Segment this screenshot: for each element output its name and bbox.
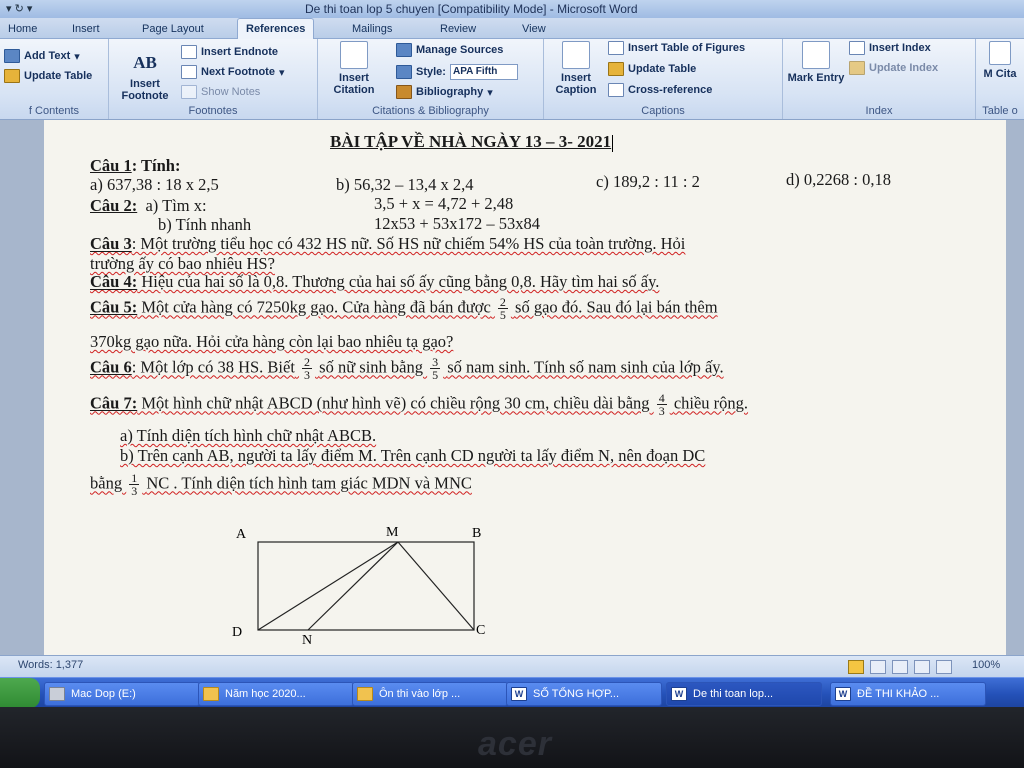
question-7c: bằng $\frac{1}{3}$ NC . Tính diện tích hình tam giác MDN và MNC — [90, 471, 472, 498]
taskbar-item-word-3[interactable]: W ĐỀ THI KHẢO ... — [830, 682, 986, 706]
question-7a: a) Tính diện tích hình chữ nhật ABCB. — [120, 426, 377, 445]
taskbar-item-word-2[interactable]: W De thi toan lop... — [666, 682, 822, 706]
update-icon — [608, 62, 624, 76]
question-5-line-1: Câu 5: Một cửa hàng có 7250kg gạo. Cửa hàng đã bán được $\frac{2}{5}$ số gạo đó. Sau đó lại bán thêm — [90, 295, 718, 322]
taskbar-item-word-1[interactable]: W SỐ TỔNG HỢP... — [506, 682, 662, 706]
label-d: D — [232, 625, 243, 640]
drive-icon — [49, 687, 65, 701]
question-4: Câu 4: Hiệu của hai số là 0,8. Thương của hai số ấy cũng bằng 0,8. Hãy tìm hai số ấy. — [90, 272, 660, 291]
insert-citation-button[interactable]: Insert Citation — [322, 41, 386, 96]
fraction-three-fifths: $\frac{3}{5}$ — [432, 355, 439, 382]
insert-footnote-button[interactable]: AB Insert Footnote — [115, 53, 175, 102]
document-area[interactable] — [0, 120, 1024, 655]
tab-review[interactable]: Review — [440, 23, 477, 35]
draft-view-icon[interactable] — [936, 660, 952, 674]
insert-index-icon — [849, 41, 865, 55]
question-2a: Câu 2: a) Tìm x: — [90, 196, 207, 215]
outline-view-icon[interactable] — [914, 660, 930, 674]
taskbar-item-drive[interactable]: Mac Dop (E:) — [44, 682, 200, 706]
question-1-title: Câu 1: Tính: — [90, 156, 181, 175]
insert-table-of-figures-button[interactable]: Insert Table of Figures — [608, 41, 745, 55]
text-cursor — [612, 135, 613, 152]
question-1a: a) 637,38 : 18 x 2,5 — [90, 175, 219, 194]
label-n: N — [302, 633, 313, 648]
footnote-ab-icon: AB — [133, 53, 157, 72]
segment-mc — [398, 542, 474, 630]
add-text-icon — [4, 49, 20, 63]
insert-index-button[interactable]: Insert Index — [849, 41, 931, 55]
update-table-button[interactable]: Update Table — [4, 69, 92, 83]
label-b: B — [472, 526, 482, 541]
next-footnote-icon — [181, 65, 197, 79]
question-1c: c) 189,2 : 11 : 2 — [596, 172, 700, 191]
web-layout-view-icon[interactable] — [892, 660, 908, 674]
question-5-line-2: 370kg gạo nữa. Hỏi cửa hàng còn lại bao nhiêu tạ gạo? — [90, 332, 454, 351]
table-of-figures-icon — [608, 41, 624, 55]
citation-icon — [340, 41, 368, 69]
segment-md — [258, 542, 398, 630]
caption-icon — [562, 41, 590, 69]
insert-endnote-button[interactable]: Insert Endnote — [181, 45, 278, 59]
question-1d: d) 0,2268 : 0,18 — [786, 170, 891, 189]
word-icon: W — [835, 687, 851, 701]
status-bar — [0, 655, 1024, 678]
group-footnotes — [109, 39, 318, 119]
cross-reference-icon — [608, 83, 624, 97]
full-screen-view-icon[interactable] — [870, 660, 886, 674]
next-footnote-button[interactable]: Next Footnote ▾ — [181, 65, 284, 79]
group-citations — [318, 39, 544, 119]
title-bar — [0, 0, 1024, 18]
question-7b: b) Trên cạnh AB, người ta lấy điểm M. Trên cạnh CD người ta lấy điểm N, nên đoạn DC — [120, 446, 706, 465]
style-selector[interactable]: Style: APA Fifth — [396, 64, 518, 80]
fraction-two-thirds: $\frac{2}{3}$ — [304, 355, 311, 382]
label-c: C — [476, 623, 486, 638]
label-a: A — [236, 527, 247, 542]
show-notes-icon — [181, 85, 197, 99]
print-layout-view-icon[interactable] — [848, 660, 864, 674]
show-notes-button[interactable]: Show Notes — [181, 85, 260, 99]
tab-mailings[interactable]: Mailings — [352, 23, 393, 35]
group-index — [783, 39, 976, 119]
group-label-captions: Captions — [641, 105, 685, 117]
question-1b: b) 56,32 – 13,4 x 2,4 — [336, 175, 474, 194]
quick-access-toolbar[interactable]: ▾ ↻ ▾ — [6, 3, 33, 15]
document-page[interactable] — [44, 120, 1006, 655]
document-heading: BÀI TẬP VỀ NHÀ NGÀY 13 – 3- 2021 — [330, 132, 612, 151]
word-icon: W — [671, 687, 687, 701]
group-table-of-authorities — [976, 39, 1024, 119]
manage-sources-icon — [396, 43, 412, 57]
add-text-button[interactable]: Add Text ▾ — [4, 49, 80, 63]
folder-icon — [357, 687, 373, 701]
ribbon-tabs — [0, 18, 1024, 39]
group-label-toa: Table o — [982, 105, 1018, 117]
group-label-footnotes: Footnotes — [188, 105, 238, 117]
question-3-line-1: Câu 3: Một trường tiểu học có 432 HS nữ. Số HS nữ chiếm 54% HS của toàn trường. Hỏi — [90, 234, 686, 253]
tab-references[interactable]: References — [237, 18, 314, 40]
question-2b-expression: 12x53 + 53x172 – 53x84 — [374, 214, 541, 233]
tab-insert[interactable]: Insert — [72, 23, 100, 35]
mark-entry-icon — [802, 41, 830, 69]
start-button[interactable] — [0, 678, 40, 708]
mark-citation-button[interactable]: M Cita — [978, 41, 1022, 80]
ribbon — [0, 39, 1024, 120]
question-3-line-2: trường ấy có bao nhiêu HS? — [90, 254, 275, 273]
style-dropdown[interactable]: APA Fifth — [450, 64, 518, 80]
tab-page-layout[interactable]: Page Layout — [142, 23, 204, 35]
question-6: Câu 6: Một lớp có 38 HS. Biết $\frac{2}{3}$ số nữ sinh bằng $\frac{3}{5}$ số nam sinh. Tính số nam sinh của lớp ấy. — [90, 355, 724, 382]
fraction-two-fifths: $\frac{2}{5}$ — [499, 295, 506, 322]
insert-caption-button[interactable]: Insert Caption — [548, 41, 604, 96]
mark-entry-button[interactable]: Mark Entry — [787, 41, 845, 84]
taskbar — [0, 677, 1024, 708]
question-2b: b) Tính nhanh — [158, 215, 252, 234]
monitor-brand-logo: acer — [478, 725, 552, 763]
window-title: De thi toan lop 5 chuyen [Compatibility Mode] - Microsoft Word — [305, 2, 638, 16]
group-label-toc: f Contents — [28, 105, 80, 117]
update-index-button[interactable]: Update Index — [849, 61, 938, 75]
taskbar-item-folder-2[interactable]: Ôn thi vào lớp ... — [352, 682, 508, 706]
update-table-figures-button[interactable]: Update Table — [608, 62, 696, 76]
group-table-of-contents — [0, 39, 109, 119]
word-icon: W — [511, 687, 527, 701]
endnote-icon — [181, 45, 197, 59]
group-label-citations: Citations & Bibliography — [372, 105, 489, 117]
tab-view[interactable]: View — [522, 23, 546, 35]
cross-reference-button[interactable]: Cross-reference — [608, 83, 712, 97]
zoom-level[interactable]: 100% — [972, 659, 1001, 671]
folder-icon — [203, 687, 219, 701]
bibliography-button[interactable]: Bibliography ▾ — [396, 85, 493, 99]
bibliography-icon — [396, 85, 412, 99]
mark-citation-icon — [989, 41, 1011, 65]
segment-mn — [308, 542, 398, 630]
style-icon — [396, 65, 412, 79]
taskbar-item-folder-1[interactable]: Năm học 2020... — [198, 682, 354, 706]
rectangle-figure — [226, 518, 506, 648]
question-2a-expression: 3,5 + x = 4,72 + 2,48 — [374, 194, 514, 213]
fraction-one-third: $\frac{1}{3}$ — [131, 471, 138, 498]
update-icon — [4, 69, 20, 83]
tab-home[interactable]: Home — [8, 23, 38, 35]
manage-sources-button[interactable]: Manage Sources — [396, 43, 503, 57]
rectangle-abcd — [258, 542, 474, 630]
group-label-index: Index — [865, 105, 893, 117]
label-m: M — [386, 525, 399, 540]
view-buttons — [848, 660, 952, 674]
word-count[interactable]: Words: 1,377 — [18, 659, 84, 671]
question-7: Câu 7: Một hình chữ nhật ABCD (như hình vẽ) có chiều rộng 30 cm, chiều dài bằng $\frac{4}{3}$ chiều rộng. — [90, 391, 749, 418]
monitor-bezel — [0, 707, 1024, 768]
group-captions — [544, 39, 783, 119]
update-icon — [849, 61, 865, 75]
fraction-four-thirds: $\frac{4}{3}$ — [658, 391, 665, 418]
